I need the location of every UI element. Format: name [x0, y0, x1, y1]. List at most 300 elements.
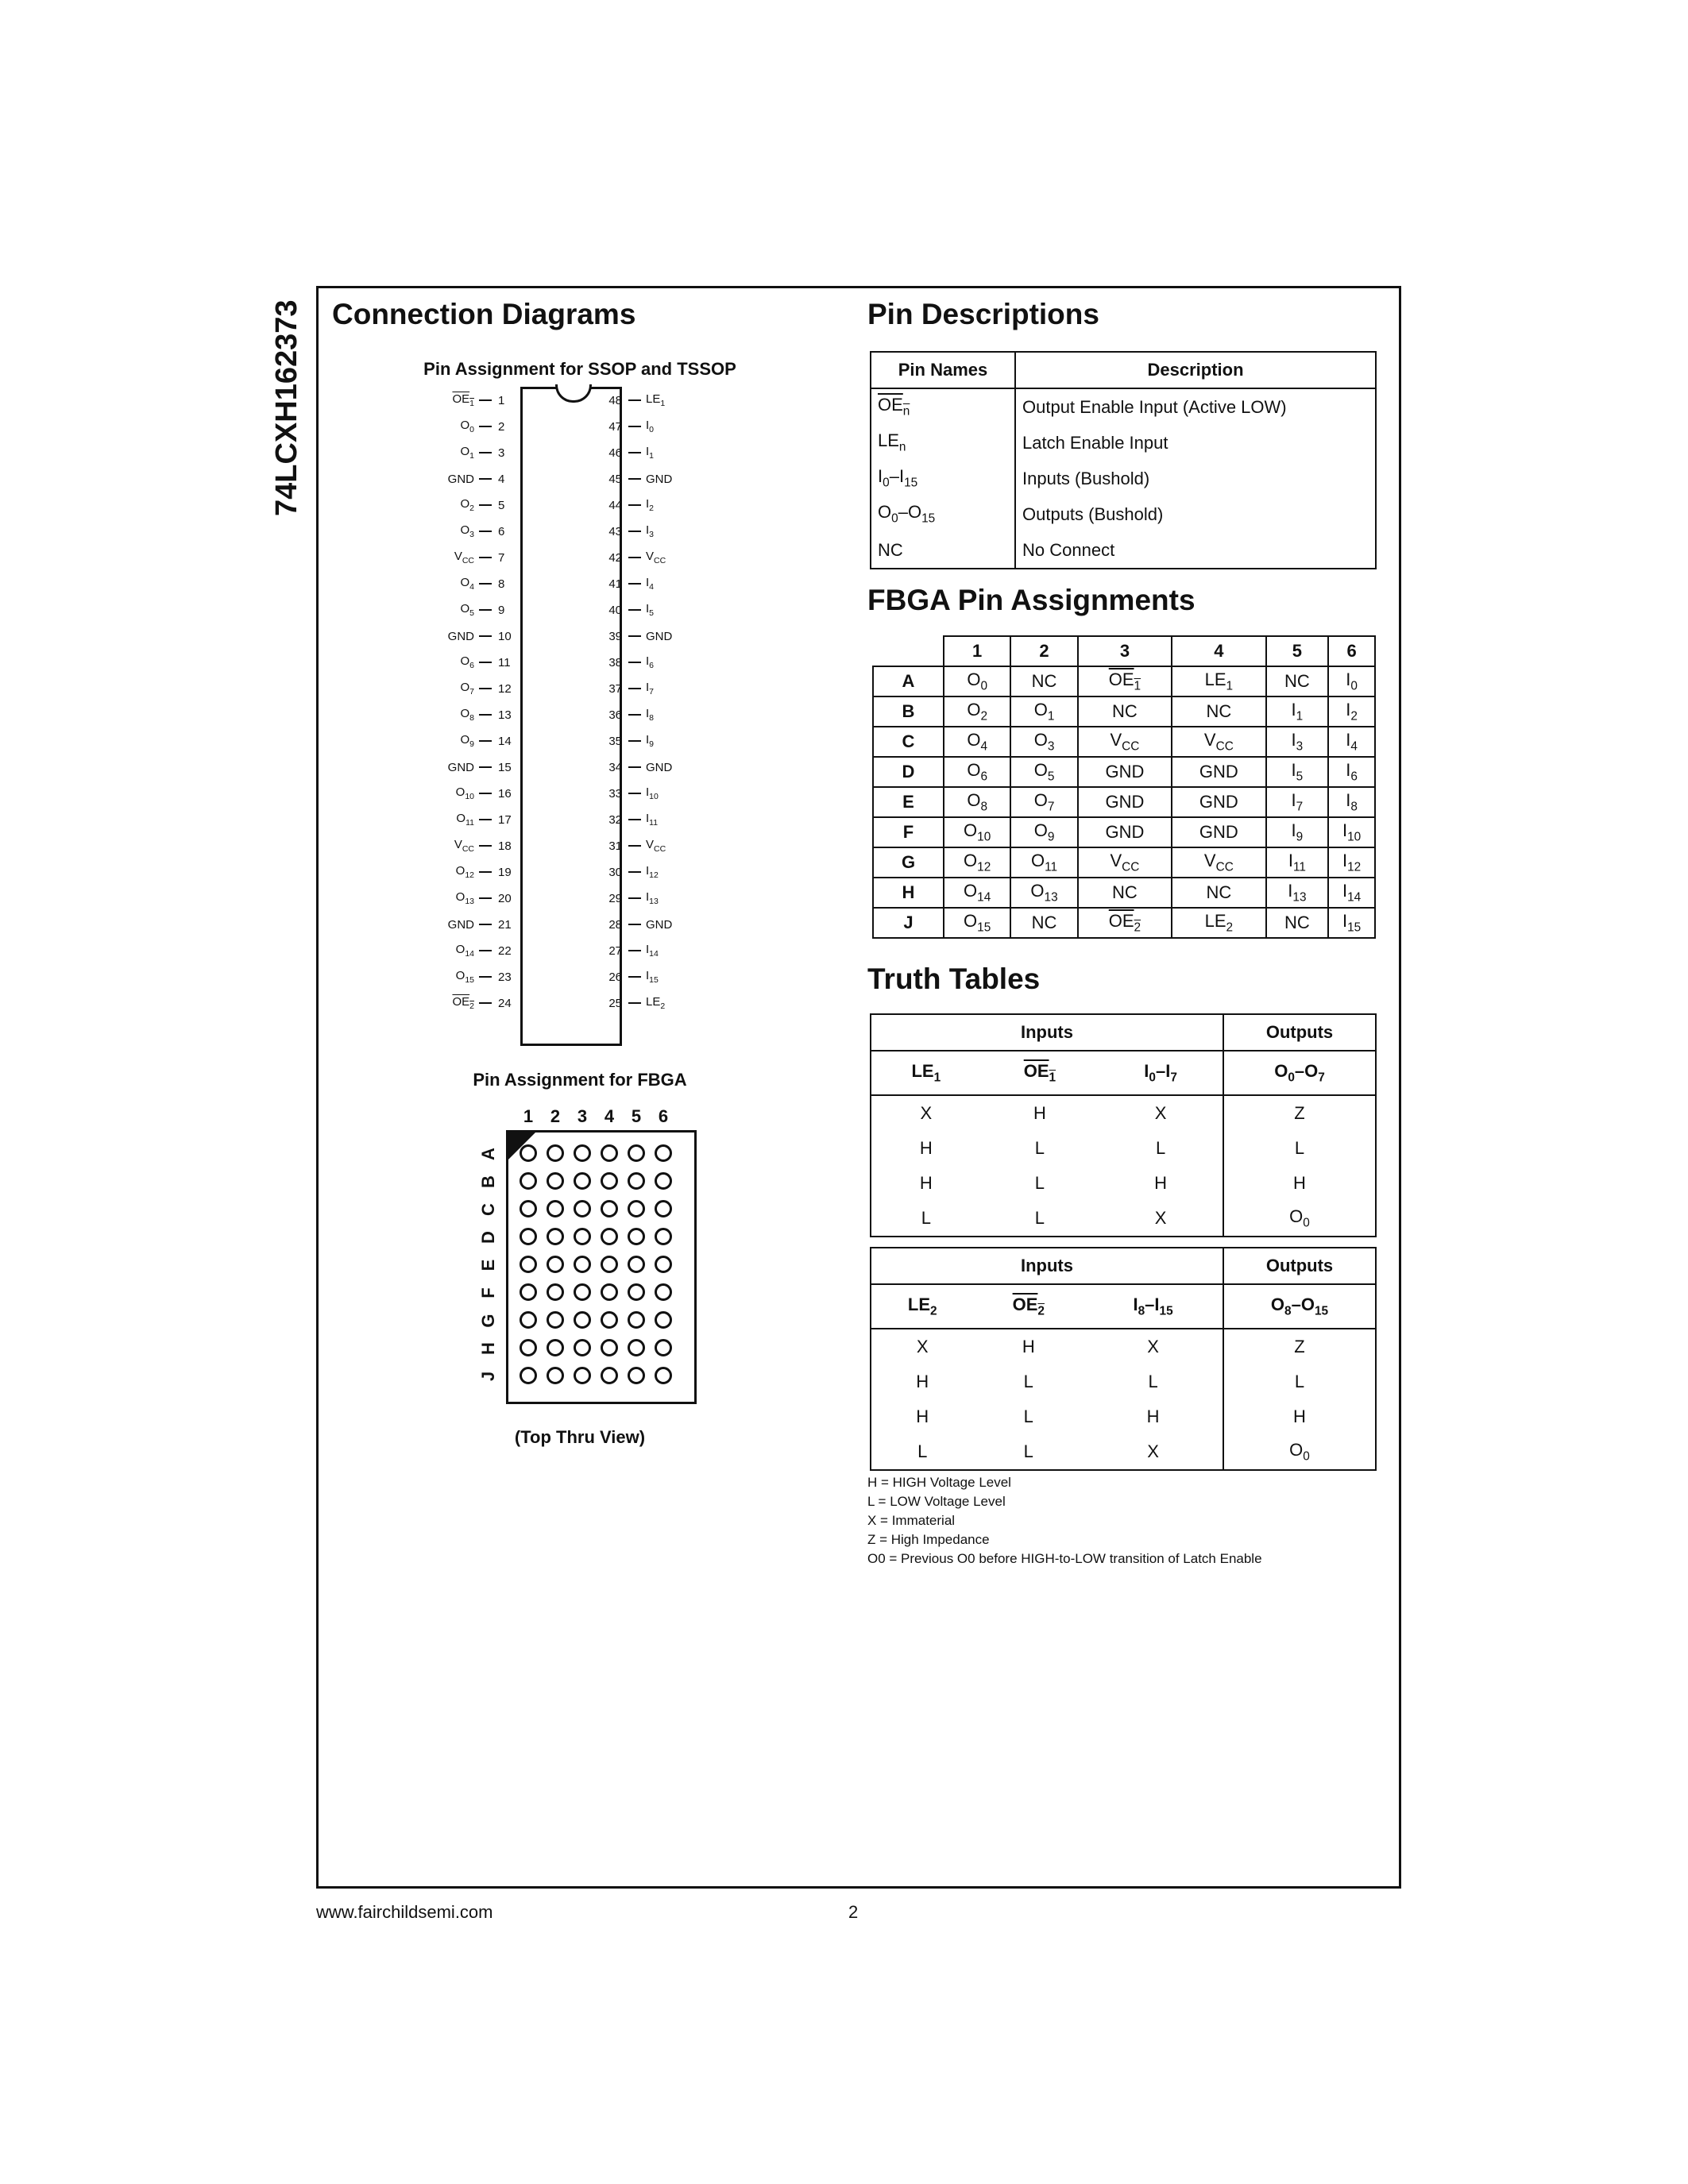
legend-line: H = HIGH Voltage Level	[867, 1475, 1011, 1490]
table-cell: $O_2$	[944, 696, 1010, 727]
description-header: Description	[1015, 352, 1376, 388]
table-row	[873, 847, 1375, 878]
table-cell: H	[1223, 1166, 1376, 1201]
left-pin	[433, 967, 525, 986]
left-pin	[433, 758, 525, 777]
fbga-ball	[520, 1200, 537, 1217]
fbga-ball	[655, 1283, 672, 1301]
fbga-col-label: 3	[577, 1106, 588, 1126]
pin-name: $O_0$	[460, 419, 474, 434]
fbga-column-labels	[515, 1106, 677, 1127]
pin-number: 40	[608, 603, 622, 617]
pin-number: 3	[498, 446, 505, 460]
pin-lead	[628, 897, 641, 899]
table-cell: L	[1148, 1372, 1158, 1391]
pin-lead	[628, 504, 641, 506]
pin-number: 31	[608, 839, 622, 853]
column-header: $I_8-I_{15}$	[1083, 1284, 1223, 1329]
table-cell: $I_8$	[1328, 787, 1375, 817]
pin-number: 25	[608, 996, 622, 1010]
fbga-col-label: 4	[604, 1106, 615, 1126]
page-number: 2	[848, 1902, 859, 1922]
pin-lead	[479, 766, 492, 768]
fbga-ball	[628, 1339, 645, 1356]
table-row	[871, 1364, 1376, 1399]
fbga-ball	[520, 1172, 537, 1190]
fbga-assignments-table	[872, 635, 1376, 939]
pin-name: GND	[646, 917, 673, 932]
right-pin	[595, 600, 693, 619]
table-cell: H	[1146, 1406, 1160, 1426]
table-cell: $I_3$	[1266, 727, 1329, 757]
left-pin	[433, 915, 525, 934]
pin-lead	[628, 452, 641, 453]
pin-number: 41	[608, 577, 622, 591]
table-row	[871, 1434, 1376, 1470]
table-row	[871, 496, 1376, 532]
pin-number: 26	[608, 970, 622, 984]
fbga-ball	[574, 1256, 591, 1273]
fbga-pin-assignment-title: Pin Assignment for FBGA	[473, 1070, 687, 1090]
truth-table-legend	[867, 1473, 1262, 1569]
table-row	[871, 1399, 1376, 1434]
footer-url: www.fairchildsemi.com	[316, 1902, 493, 1922]
row-header: A	[873, 666, 944, 696]
pin-name: $I_0$	[646, 419, 655, 434]
fbga-ball	[574, 1283, 591, 1301]
column-header: 4	[1172, 636, 1265, 666]
table-cell: $O_{13}$	[1010, 878, 1077, 908]
table-row	[873, 908, 1375, 938]
table-row	[873, 878, 1375, 908]
table-cell: $I_{11}$	[1266, 847, 1329, 878]
pin-number: 44	[608, 498, 622, 512]
pin-name: $O_6$	[460, 654, 474, 670]
table-cell: L	[871, 1201, 981, 1237]
fbga-ball	[655, 1339, 672, 1356]
fbga-ball	[520, 1228, 537, 1245]
legend-line: O0 = Previous O0 before HIGH-to-LOW transition of Latch Enable	[867, 1551, 1262, 1566]
fbga-ball	[628, 1311, 645, 1329]
row-header: J	[873, 908, 944, 938]
table-cell: Z	[1223, 1329, 1376, 1364]
column-header: $O_0-O_7$	[1223, 1051, 1376, 1095]
right-pin	[595, 889, 693, 908]
table-cell: X	[1099, 1201, 1223, 1237]
fbga-ball	[574, 1172, 591, 1190]
row-header: F	[873, 817, 944, 847]
pin-name: $O_4$	[460, 576, 474, 592]
fbga-row-label: C	[478, 1203, 498, 1216]
left-pin	[433, 496, 525, 515]
column-header: 3	[1078, 636, 1172, 666]
pin-number: 4	[498, 472, 505, 486]
table-cell: GND	[1172, 787, 1265, 817]
pin-name: $O_{15}$	[455, 969, 474, 985]
pin-number: 45	[608, 472, 622, 486]
table-cell: GND	[1078, 817, 1172, 847]
fbga-ball	[574, 1367, 591, 1384]
pin-descriptions-table	[870, 351, 1377, 569]
fbga-ball	[574, 1311, 591, 1329]
table-cell: $I_{10}$	[1328, 817, 1375, 847]
table-cell: L	[1034, 1138, 1045, 1158]
fbga-assignments-title: FBGA Pin Assignments	[867, 584, 1196, 616]
pin-number: 34	[608, 760, 622, 774]
pin-number: 18	[498, 839, 512, 853]
table-cell: $O_4$	[944, 727, 1010, 757]
pin-name: $I_{13}$	[646, 890, 659, 906]
pin-name: GND	[447, 472, 474, 486]
pin-lead	[479, 478, 492, 480]
pin-number: 42	[608, 550, 622, 565]
left-pin	[433, 600, 525, 619]
right-pin	[595, 679, 693, 698]
truth-table-2	[870, 1247, 1377, 1471]
pin-lead	[479, 950, 492, 951]
pin-lead	[628, 871, 641, 873]
pin-number: 39	[608, 629, 622, 643]
pin-description-cell: Latch Enable Input	[1015, 425, 1376, 461]
fbga-ball	[601, 1200, 618, 1217]
pin-lead	[628, 950, 641, 951]
pin-number: 1	[498, 393, 505, 407]
fbga-ball	[601, 1367, 618, 1384]
fbga-ball	[655, 1200, 672, 1217]
table-cell: $O_0$	[1223, 1434, 1376, 1470]
top-thru-view-label: (Top Thru View)	[514, 1427, 646, 1447]
left-pin	[433, 731, 525, 751]
pin-number: 32	[608, 812, 622, 827]
pin-name: $O_1$	[460, 445, 474, 461]
table-cell: H	[871, 1166, 981, 1201]
pin-lead	[479, 845, 492, 847]
pin-name: $O_{14}$	[455, 943, 474, 959]
right-pin	[595, 758, 693, 777]
table-cell: $O_8$	[944, 787, 1010, 817]
right-pin	[595, 967, 693, 986]
table-row	[873, 727, 1375, 757]
table-cell: X	[871, 1095, 981, 1131]
pin-name: $I_{10}$	[646, 785, 659, 801]
pin-lead	[479, 504, 492, 506]
left-pin	[433, 941, 525, 960]
row-header: H	[873, 878, 944, 908]
table-row	[871, 1329, 1376, 1364]
table-cell: H	[1022, 1337, 1035, 1356]
right-pin	[595, 627, 693, 646]
row-header: D	[873, 757, 944, 787]
row-header: C	[873, 727, 944, 757]
table-cell: $I_{15}$	[1328, 908, 1375, 938]
pin-name-cell: $\overline{OE}_{\overline{n}}$	[871, 388, 1015, 425]
table-cell: X	[871, 1329, 973, 1364]
fbga-row-label: H	[478, 1342, 498, 1355]
table-cell: X	[1154, 1103, 1167, 1123]
table-cell: $I_{13}$	[1266, 878, 1329, 908]
fbga-col-label: 5	[631, 1106, 642, 1126]
fbga-ball	[574, 1339, 591, 1356]
row-header: E	[873, 787, 944, 817]
fbga-ball	[628, 1283, 645, 1301]
pin-name: $O_{12}$	[455, 864, 474, 880]
table-row	[871, 388, 1376, 425]
left-pin	[433, 574, 525, 593]
pin-name: $I_9$	[646, 733, 655, 749]
pin-lead	[479, 793, 492, 794]
pin-name: $V_{CC}$	[646, 550, 666, 565]
table-cell: H	[871, 1364, 973, 1399]
pin-number: 33	[608, 786, 622, 801]
fbga-row-label: B	[478, 1175, 498, 1188]
truth-tables-title: Truth Tables	[867, 963, 1041, 995]
pin-number: 43	[608, 524, 622, 538]
column-header: $\overline{OE}_1$	[981, 1051, 1099, 1095]
pin-number: 27	[608, 943, 622, 958]
pin-name: $O_9$	[460, 733, 474, 749]
left-pin	[433, 994, 525, 1013]
pin-lead	[628, 766, 641, 768]
table-cell: $V_{CC}$	[1078, 847, 1172, 878]
pin-lead	[479, 609, 492, 611]
pin-description-cell: Inputs (Bushold)	[1015, 461, 1376, 496]
fbga-ball	[628, 1172, 645, 1190]
fbga-ball	[520, 1283, 537, 1301]
pin-name-cell: NC	[871, 532, 1015, 569]
right-pin	[595, 784, 693, 803]
left-pin	[433, 836, 525, 855]
pin-name: $LE_1$	[646, 392, 666, 408]
legend-line: X = Immaterial	[867, 1513, 956, 1528]
fbga-ball	[655, 1172, 672, 1190]
pin-name: $I_{12}$	[646, 864, 659, 880]
fbga-ball	[547, 1311, 564, 1329]
right-pin	[595, 417, 693, 436]
table-cell: $I_{12}$	[1328, 847, 1375, 878]
fbga-ball	[655, 1144, 672, 1162]
fbga-ball	[520, 1311, 537, 1329]
table-cell: $LE_1$	[1172, 666, 1265, 696]
pin-number: 10	[498, 629, 512, 643]
table-cell: L	[871, 1434, 973, 1470]
table-row	[873, 757, 1375, 787]
legend-line: L = LOW Voltage Level	[867, 1494, 1006, 1509]
fbga-ball	[601, 1339, 618, 1356]
table-cell: $O_0$	[944, 666, 1010, 696]
table-cell: L	[1223, 1364, 1376, 1399]
row-header: G	[873, 847, 944, 878]
table-cell: X	[1147, 1337, 1159, 1356]
pin-number: 24	[498, 996, 512, 1010]
pin-name: $I_3$	[646, 523, 655, 539]
pin-lead	[479, 399, 492, 401]
table-cell: NC	[1010, 666, 1077, 696]
column-header: 5	[1266, 636, 1329, 666]
pin-name: $I_7$	[646, 681, 655, 696]
pin-name: GND	[447, 760, 474, 774]
pin-number: 48	[608, 393, 622, 407]
pin-lead	[479, 871, 492, 873]
fbga-ball	[628, 1256, 645, 1273]
table-cell: GND	[1172, 817, 1265, 847]
pin-name: $I_2$	[646, 497, 655, 513]
pin-name: GND	[646, 760, 673, 774]
pin-name: $O_{11}$	[456, 812, 474, 828]
right-pin	[595, 810, 693, 829]
pin-description-cell: Outputs (Bushold)	[1015, 496, 1376, 532]
table-cell: $\overline{OE}_1$	[1078, 666, 1172, 696]
pin-name: $I_8$	[646, 707, 655, 723]
table-cell: $I_1$	[1266, 696, 1329, 727]
left-pin	[433, 417, 525, 436]
pin-lead	[628, 583, 641, 585]
ssop-pin-assignment-title: Pin Assignment for SSOP and TSSOP	[423, 359, 736, 379]
table-row	[871, 1166, 1376, 1201]
fbga-ball	[601, 1172, 618, 1190]
pin-lead	[628, 740, 641, 742]
pin-number: 22	[498, 943, 512, 958]
fbga-ball	[574, 1228, 591, 1245]
pin-number: 2	[498, 419, 505, 434]
pin-lead	[479, 976, 492, 978]
pin-name: $I_{11}$	[646, 812, 659, 828]
left-pin	[433, 862, 525, 882]
table-cell: $O_{11}$	[1010, 847, 1077, 878]
fbga-ball	[601, 1256, 618, 1273]
pin-number: 29	[608, 891, 622, 905]
table-cell: H	[871, 1131, 981, 1166]
left-pin	[433, 548, 525, 567]
fbga-row-label: A	[478, 1148, 498, 1160]
table-row	[871, 425, 1376, 461]
table-cell: L	[973, 1434, 1083, 1470]
table-cell: $LE_2$	[1172, 908, 1265, 938]
pin-number: 20	[498, 891, 512, 905]
pin-name: $\overline{OE}_1$	[452, 392, 474, 408]
pin-name: GND	[646, 629, 673, 643]
fbga-ball	[547, 1172, 564, 1190]
fbga-col-label: 6	[658, 1106, 669, 1126]
column-header: 6	[1328, 636, 1375, 666]
column-header: $LE_2$	[871, 1284, 973, 1329]
pin-name: $I_{15}$	[646, 969, 659, 985]
pin-lead	[479, 688, 492, 689]
pin-name: $O_2$	[460, 497, 474, 513]
fbga-ball	[520, 1256, 537, 1273]
pin-number: 35	[608, 734, 622, 748]
left-pin	[433, 784, 525, 803]
fbga-ball	[547, 1228, 564, 1245]
pin-name-cell: $O_0-O_{15}$	[871, 496, 1015, 532]
pin-lead	[479, 662, 492, 663]
table-cell: L	[1155, 1138, 1166, 1158]
fbga-ball	[547, 1256, 564, 1273]
fbga-ball	[655, 1228, 672, 1245]
pin-number: 11	[498, 655, 511, 669]
right-pin	[595, 574, 693, 593]
inputs-header: Inputs	[871, 1248, 1223, 1284]
pin-number: 47	[608, 419, 622, 434]
fbga-col-label: 1	[523, 1106, 534, 1126]
fbga-col-label: 2	[550, 1106, 561, 1126]
table-row	[873, 817, 1375, 847]
fbga-ball	[628, 1200, 645, 1217]
pin-lead	[479, 740, 492, 742]
pin-lead	[628, 557, 641, 558]
column-header: $LE_1$	[871, 1051, 981, 1095]
table-cell: H	[871, 1399, 973, 1434]
table-cell: $I_5$	[1266, 757, 1329, 787]
pin-name: GND	[646, 472, 673, 486]
table-cell: $I_6$	[1328, 757, 1375, 787]
left-pin	[433, 810, 525, 829]
table-row	[871, 532, 1376, 569]
pin-lead	[628, 819, 641, 820]
right-pin	[595, 705, 693, 724]
fbga-ball	[574, 1144, 591, 1162]
table-cell: NC	[1172, 878, 1265, 908]
table-cell: $V_{CC}$	[1172, 847, 1265, 878]
column-header: 1	[944, 636, 1010, 666]
pin-descriptions-title: Pin Descriptions	[867, 298, 1099, 330]
table-cell: GND	[1078, 787, 1172, 817]
table-cell: $I_9$	[1266, 817, 1329, 847]
pin-lead	[628, 688, 641, 689]
table-cell: $\overline{OE}_2$	[1078, 908, 1172, 938]
fbga-ball	[601, 1144, 618, 1162]
table-cell: GND	[1078, 757, 1172, 787]
left-pin	[433, 889, 525, 908]
pin-number: 19	[498, 865, 512, 879]
column-header: $\overline{OE}_2$	[973, 1284, 1083, 1329]
pin-lead	[628, 426, 641, 427]
pin-name: $V_{CC}$	[646, 838, 666, 854]
fbga-ball	[547, 1200, 564, 1217]
column-header: $I_0-I_7$	[1099, 1051, 1223, 1095]
pin-number: 15	[498, 760, 512, 774]
table-cell: $O_9$	[1010, 817, 1077, 847]
pin-name: $O_8$	[460, 707, 474, 723]
fbga-ball	[520, 1339, 537, 1356]
fbga-ball	[547, 1144, 564, 1162]
pin-lead	[479, 583, 492, 585]
table-cell: X	[1083, 1434, 1223, 1470]
table-cell: NC	[1078, 878, 1172, 908]
pin-lead	[628, 635, 641, 637]
table-cell: H	[1033, 1103, 1046, 1123]
table-cell: NC	[1078, 696, 1172, 727]
table-cell: $V_{CC}$	[1078, 727, 1172, 757]
pin-name: $O_3$	[460, 523, 474, 539]
pin-number: 21	[498, 917, 512, 932]
fbga-ball	[628, 1228, 645, 1245]
pin-lead	[628, 1002, 641, 1004]
pin-name: $O_5$	[460, 602, 474, 618]
pin-name: $I_{14}$	[646, 943, 659, 959]
right-pin	[595, 994, 693, 1013]
row-header: B	[873, 696, 944, 727]
left-pin	[433, 443, 525, 462]
pin-number: 12	[498, 681, 512, 696]
pin-lead	[628, 662, 641, 663]
left-pin	[433, 469, 525, 488]
table-cell: $O_6$	[944, 757, 1010, 787]
pin-number: 14	[498, 734, 512, 748]
pin-number: 5	[498, 498, 505, 512]
table-cell: NC	[1010, 908, 1077, 938]
fbga-ball	[601, 1283, 618, 1301]
table-cell: $I_{14}$	[1328, 878, 1375, 908]
